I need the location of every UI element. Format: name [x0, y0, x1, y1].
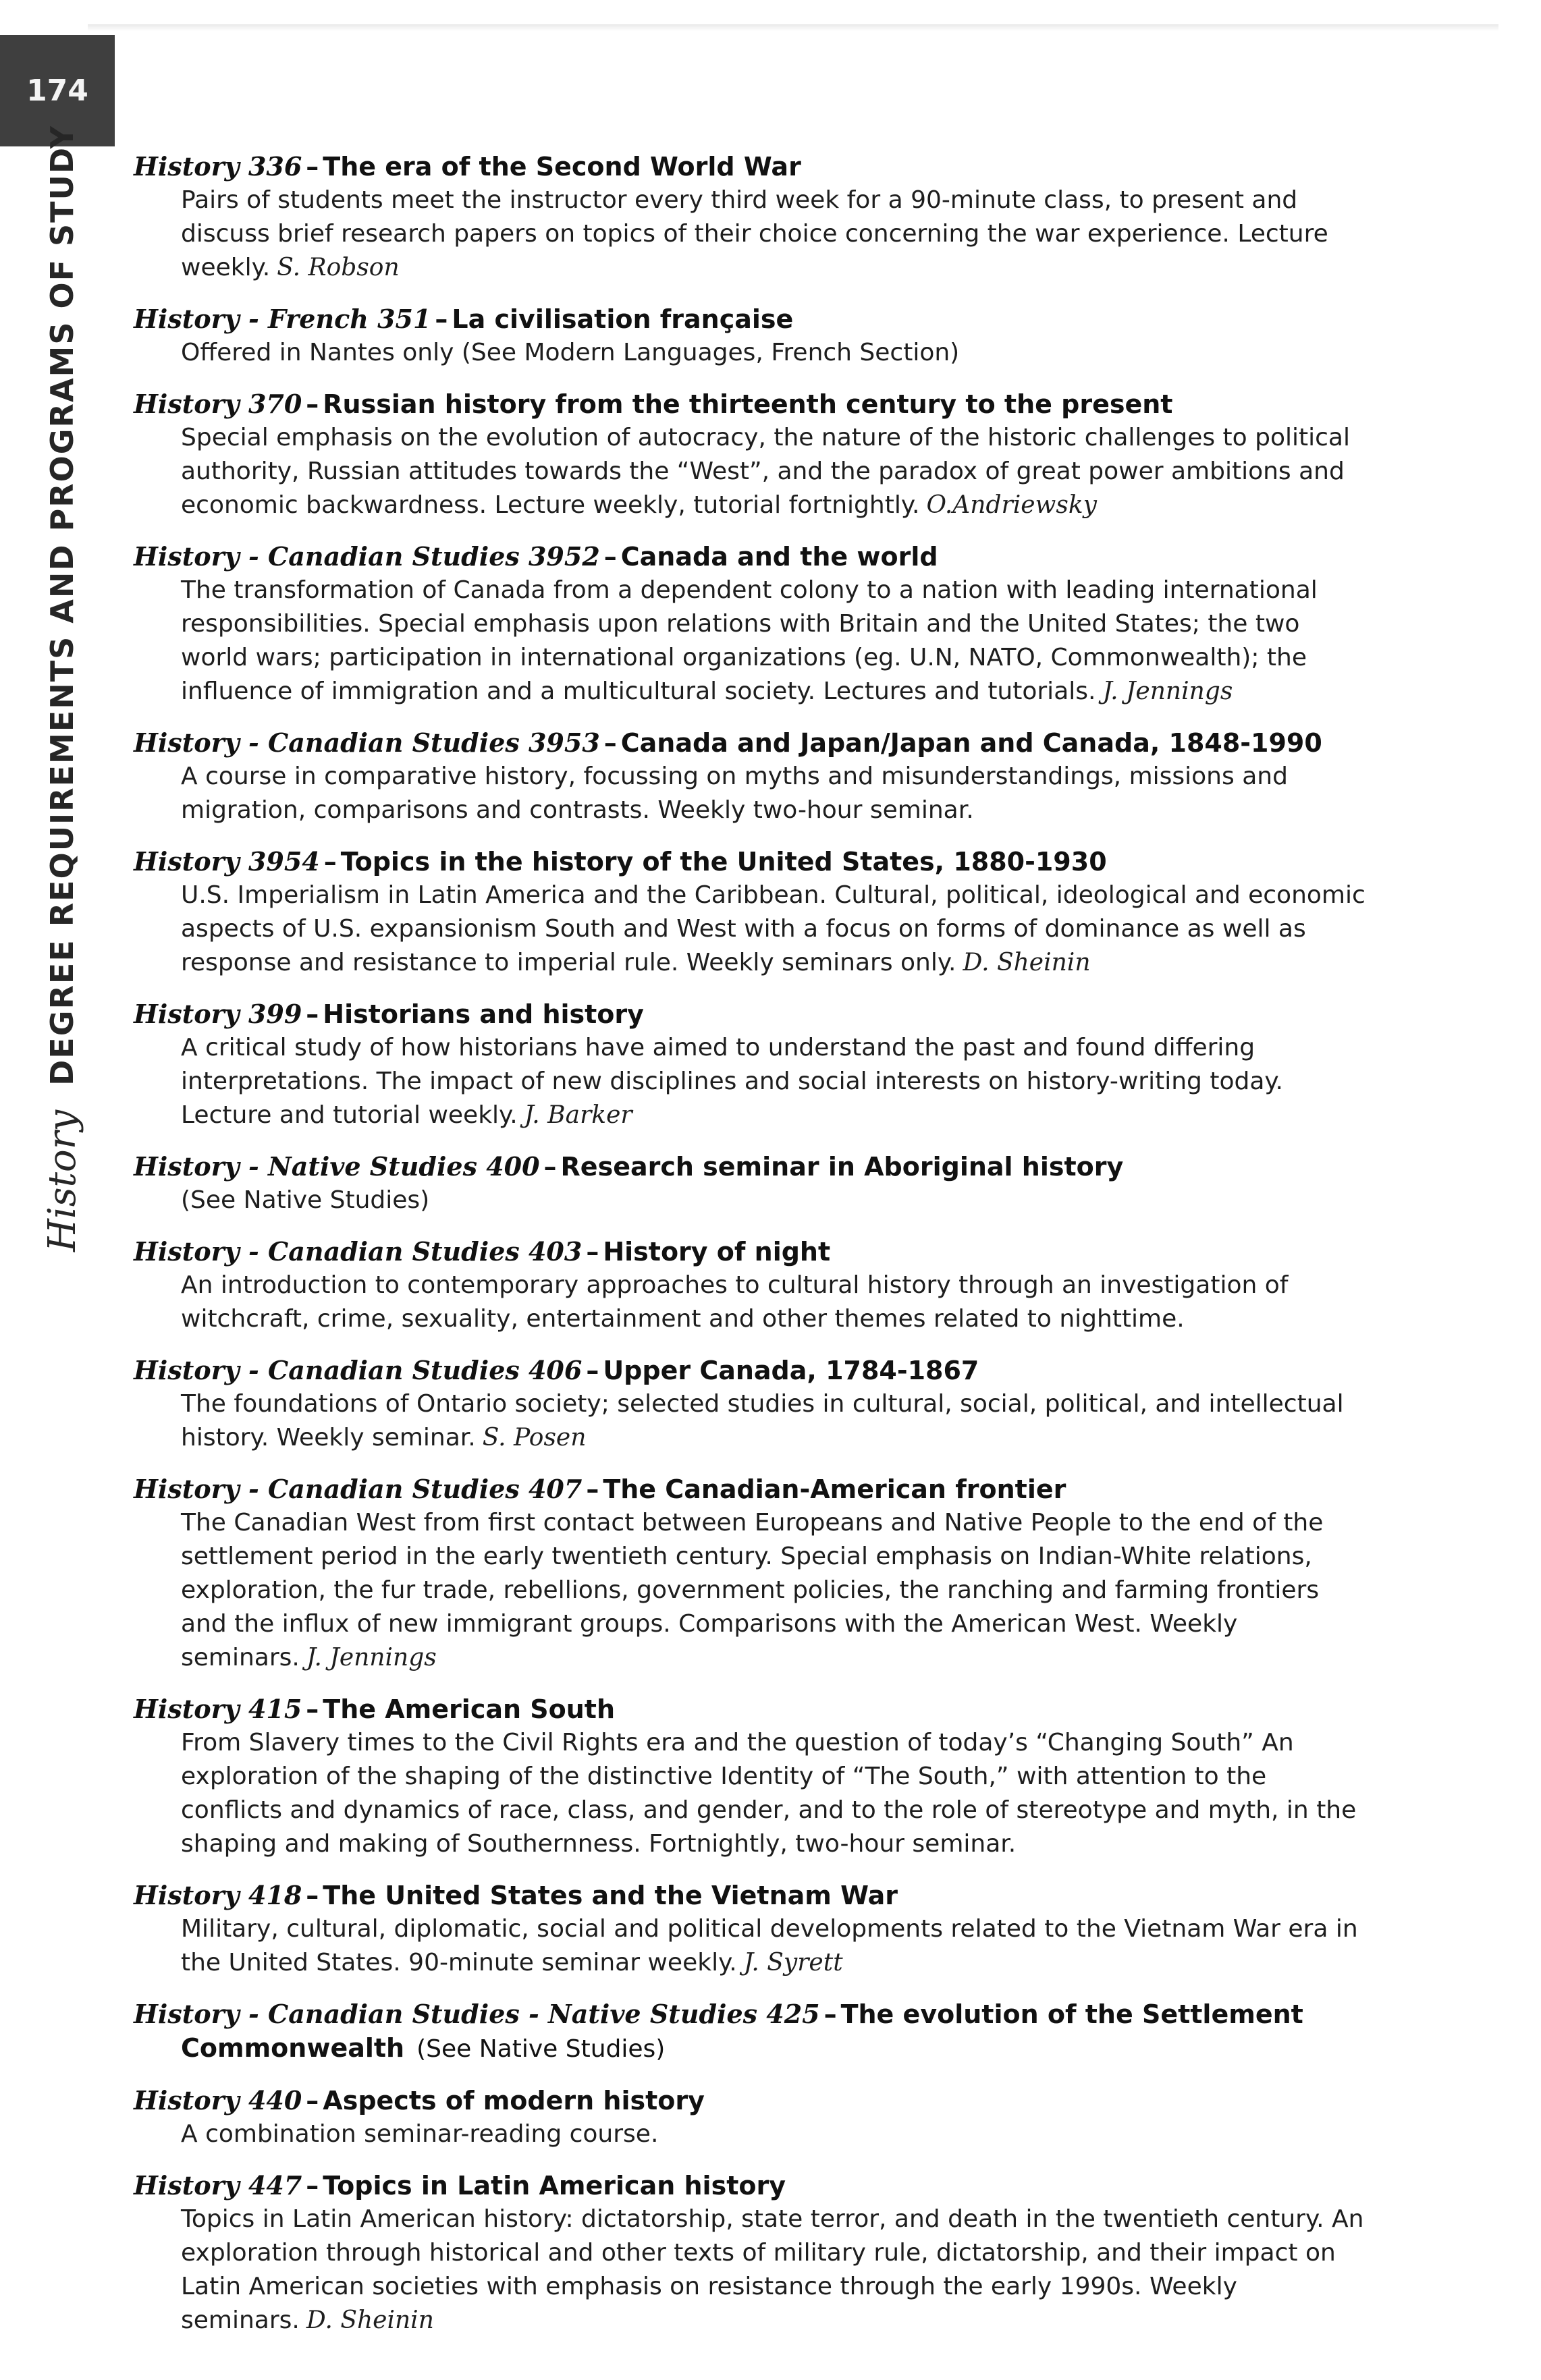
course-instructor: D. Sheinin [963, 949, 1091, 976]
course-entry [134, 1150, 1369, 1217]
course-instructor: S. Posen [482, 1424, 587, 1451]
course-description: An introduction to contemporary approaches to cultural history through an investigation of witchcraft, crime, sexuality, entertainment and other themes related to nighttime. [181, 1271, 1289, 1333]
side-banner [35, 124, 89, 1252]
course-description: A critical study of how historians have aimed to understand the past and found differing interpretations. The impact of new disciplines and social interests on history-writing today. Lecture and tutorial weekly. J. Barker [181, 1034, 1283, 1129]
course-entry [134, 1472, 1369, 1675]
course-title: Topics in Latin American history [323, 2171, 786, 2201]
course-entry [134, 150, 1369, 285]
course-instructor: O.Andriewsky [926, 491, 1097, 519]
course-code: History - French 351 [134, 304, 431, 334]
course-description: (See Native Studies) [181, 1186, 430, 1214]
course-entry [134, 1354, 1369, 1455]
course-heading: History 415 – The American South [134, 1694, 616, 1724]
course-description: Offered in Nantes only (See Modern Languages, French Section) [181, 339, 960, 366]
course-heading: History 3954 – Topics in the history of the United States, 1880-1930 [134, 846, 1107, 877]
course-instructor: J. Barker [524, 1101, 632, 1129]
course-heading: History - Canadian Studies 407 – The Canadian-American frontier [134, 1474, 1066, 1504]
course-title: Russian history from the thirteenth century to the present [323, 389, 1173, 419]
course-title: The American South [323, 1694, 616, 1724]
course-entry [134, 1879, 1369, 1980]
course-code: History 447 [134, 2170, 302, 2201]
course-heading-continued [134, 2031, 1369, 2066]
top-rule [88, 24, 1498, 31]
course-entry [134, 845, 1369, 980]
course-heading: History - Canadian Studies 3953 – Canada and Japan/Japan and Canada, 1848-1990 [134, 727, 1322, 758]
course-entry [134, 302, 1369, 370]
course-title: History of night [603, 1237, 831, 1267]
course-heading: History - Canadian Studies - Native Studies 425 – The evolution of the Settlement [134, 1999, 1303, 2029]
course-title: Canada and the world [620, 542, 938, 572]
course-code: History 336 [134, 151, 302, 182]
course-description: Pairs of students meet the instructor every third week for a 90-minute class, to present and discuss brief research papers on topics of their choice concerning the war experience. Lecture weekly. S. Robson [181, 186, 1328, 281]
course-entry [134, 1235, 1369, 1336]
course-entry [134, 387, 1369, 522]
course-code: History 415 [134, 1694, 302, 1724]
course-title: Research seminar in Aboriginal history [560, 1152, 1124, 1182]
course-description: A combination seminar-reading course. [181, 2120, 659, 2148]
side-title: DEGREE REQUIREMENTS AND PROGRAMS OF STUDY [44, 124, 80, 1086]
course-entry [134, 997, 1369, 1132]
course-title: Aspects of modern history [323, 2086, 705, 2115]
course-code: History 399 [134, 999, 302, 1029]
course-description: Special emphasis on the evolution of autocracy, the nature of the historic challenges to political authority, Russian attitudes towards the “West”, and the paradox of great power ambitions and economic backwardness. Lecture weekly, tutorial fortnightly. O.Andriewsky [181, 424, 1350, 519]
course-description: The Canadian West from first contact between Europeans and Native People to the end of the settlement period in the early twentieth century. Special emphasis on Indian-White relations, exploration, the fur trade, rebellions, government policies, the ranching and farming frontiers and the influx of new immigrant groups. Comparisons with the American West. Weekly seminars. J. Jennings [181, 1509, 1324, 1671]
course-entry [134, 1692, 1369, 1861]
course-description: From Slavery times to the Civil Rights era and the question of today’s “Changing South” An exploration of the shaping of the distinctive Identity of “The South,” with attention to the conflicts and dynamics of race, class, and gender, and to the role of stereotype and myth, in the shaping and making of Southernness. Fortnightly, two-hour seminar. [181, 1729, 1357, 1858]
course-title: The Canadian-American frontier [603, 1474, 1066, 1504]
course-title-continued: Commonwealth [181, 2033, 405, 2063]
course-title: The evolution of the Settlement [840, 1999, 1303, 2029]
course-code: History - Canadian Studies 403 [134, 1236, 583, 1267]
course-instructor: D. Sheinin [306, 2306, 434, 2334]
course-heading: History - French 351 – La civilisation française [134, 304, 794, 334]
side-subject: History [40, 1109, 84, 1252]
course-heading: History - Canadian Studies 403 – History of night [134, 1236, 831, 1267]
course-heading: History 370 – Russian history from the thirteenth century to the present [134, 389, 1173, 419]
course-title: The United States and the Vietnam War [323, 1881, 898, 1910]
course-list [134, 150, 1369, 2355]
course-cross-reference: (See Native Studies) [416, 2035, 666, 2063]
course-title: Topics in the history of the United States, 1880-1930 [340, 847, 1107, 877]
course-description: U.S. Imperialism in Latin America and the Caribbean. Cultural, political, ideological and economic aspects of U.S. expansionism South and West with a focus on forms of dominance as well as response and resistance to imperial rule. Weekly seminars only. D. Sheinin [181, 881, 1366, 976]
course-entry [134, 1997, 1369, 2066]
course-title: Historians and history [323, 999, 644, 1029]
course-title: Canada and Japan/Japan and Canada, 1848-1990 [620, 728, 1322, 758]
course-description: The transformation of Canada from a dependent colony to a nation with leading international responsibilities. Special emphasis upon relations with Britain and the United States; the two world wars; participation in international organizations (eg. U.N, NATO, Commonwealth); the influence of immigration and a multicultural society. Lectures and tutorials. J. Jennings [181, 576, 1318, 705]
course-code: History 370 [134, 389, 302, 419]
course-entry [134, 726, 1369, 827]
course-heading: History 336 – The era of the Second World War [134, 151, 801, 182]
course-entry [134, 2169, 1369, 2337]
course-instructor: J. Syrett [743, 1949, 843, 1976]
course-description: A course in comparative history, focussing on myths and misunderstandings, missions and migration, comparisons and contrasts. Weekly two-hour seminar. [181, 763, 1288, 824]
page-number: 174 [26, 74, 88, 108]
course-code: History 418 [134, 1880, 302, 1910]
course-code: History - Canadian Studies 407 [134, 1474, 583, 1504]
course-description: The foundations of Ontario society; selected studies in cultural, social, political, and intellectual history. Weekly seminar. S. Posen [181, 1390, 1344, 1451]
course-instructor: J. Jennings [306, 1644, 437, 1671]
course-description: Military, cultural, diplomatic, social and political developments related to the Vietnam War era in the United States. 90-minute seminar weekly. J. Syrett [181, 1915, 1358, 1976]
course-entry [134, 2084, 1369, 2151]
course-heading: History 399 – Historians and history [134, 999, 644, 1029]
course-heading: History - Canadian Studies 406 – Upper Canada, 1784-1867 [134, 1355, 979, 1385]
course-title: Upper Canada, 1784-1867 [603, 1356, 979, 1385]
course-heading: History 447 – Topics in Latin American history [134, 2170, 786, 2201]
course-code: History - Canadian Studies 3952 [134, 541, 600, 572]
course-title: La civilisation française [452, 304, 794, 334]
course-code: History - Native Studies 400 [134, 1151, 540, 1182]
course-code: History - Canadian Studies 3953 [134, 727, 600, 758]
course-entry [134, 540, 1369, 709]
course-instructor: J. Jennings [1102, 677, 1233, 705]
course-code: History 3954 [134, 846, 320, 877]
course-description: Topics in Latin American history: dictatorship, state terror, and death in the twentieth century. An exploration through historical and other texts of military rule, dictatorship, and their impact on Latin American societies with emphasis on resistance through the early 1990s. Weekly seminars. D. Sheinin [181, 2205, 1364, 2334]
course-code: History 440 [134, 2085, 302, 2115]
course-heading: History - Native Studies 400 – Research seminar in Aboriginal history [134, 1151, 1124, 1182]
course-heading: History 418 – The United States and the Vietnam War [134, 1880, 898, 1910]
course-code: History - Canadian Studies 406 [134, 1355, 583, 1385]
course-code: History - Canadian Studies - Native Studies 425 [134, 1999, 820, 2029]
course-title: The era of the Second World War [323, 152, 801, 182]
course-instructor: S. Robson [277, 254, 400, 281]
course-heading: History - Canadian Studies 3952 – Canada and the world [134, 541, 938, 572]
course-heading: History 440 – Aspects of modern history [134, 2085, 705, 2115]
